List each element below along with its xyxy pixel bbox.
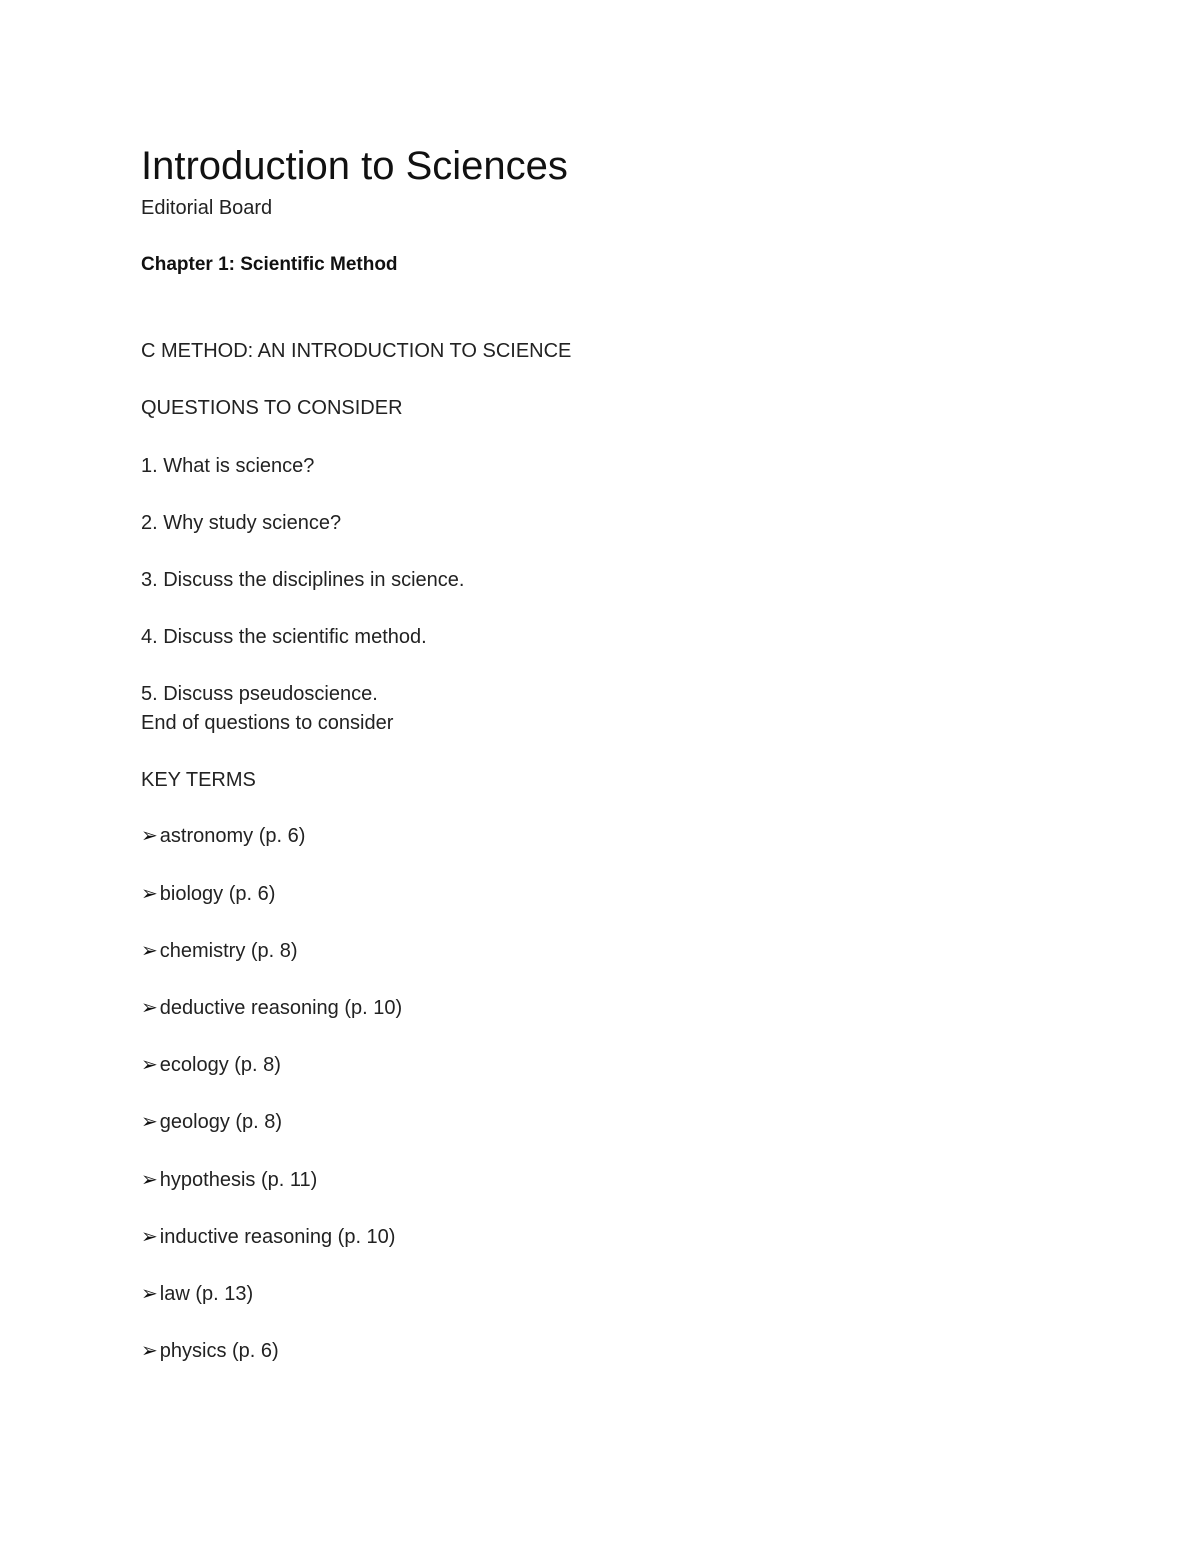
key-term-label: biology (p. 6) (159, 883, 276, 905)
question-item: 4. Discuss the scientific method. (141, 626, 427, 648)
key-term-item (141, 998, 402, 1018)
key-term-label: hypothesis (p. 11) (159, 1169, 318, 1191)
arrow-bullet-icon: ➢ (141, 997, 158, 1019)
question-item: 2. Why study science? (141, 512, 342, 534)
section-heading: C METHOD: AN INTRODUCTION TO SCIENCE (141, 340, 572, 362)
key-term-item (141, 1170, 317, 1190)
document-subtitle: Editorial Board (141, 197, 273, 219)
key-term-label: chemistry (p. 8) (159, 940, 298, 962)
key-term-item (141, 1284, 253, 1304)
key-term-label: inductive reasoning (p. 10) (159, 1226, 396, 1248)
arrow-bullet-icon: ➢ (141, 1226, 158, 1248)
key-term-label: deductive reasoning (p. 10) (159, 997, 403, 1019)
key-term-item (141, 1055, 281, 1075)
key-term-label: physics (p. 6) (159, 1340, 279, 1362)
arrow-bullet-icon: ➢ (141, 1283, 158, 1305)
arrow-bullet-icon: ➢ (141, 1169, 158, 1191)
chapter-heading: Chapter 1: Scientific Method (141, 254, 398, 275)
arrow-bullet-icon: ➢ (141, 825, 158, 847)
question-item: 3. Discuss the disciplines in science. (141, 569, 465, 591)
arrow-bullet-icon: ➢ (141, 940, 158, 962)
key-term-label: ecology (p. 8) (159, 1054, 281, 1076)
arrow-bullet-icon: ➢ (141, 1111, 158, 1133)
questions-heading: QUESTIONS TO CONSIDER (141, 397, 403, 419)
arrow-bullet-icon: ➢ (141, 883, 158, 905)
key-term-label: geology (p. 8) (159, 1111, 283, 1133)
key-term-label: law (p. 13) (159, 1283, 254, 1305)
question-item: 1. What is science? (141, 455, 315, 477)
arrow-bullet-icon: ➢ (141, 1054, 158, 1076)
key-term-item (141, 1341, 279, 1361)
key-terms-heading: KEY TERMS (141, 769, 256, 791)
key-term-item (141, 1112, 282, 1132)
question-item: 5. Discuss pseudoscience. (141, 683, 378, 705)
key-term-item (141, 826, 305, 846)
questions-end-note: End of questions to consider (141, 712, 394, 734)
arrow-bullet-icon: ➢ (141, 1340, 158, 1362)
key-term-item (141, 884, 275, 904)
document-title: Introduction to Sciences (141, 144, 568, 188)
key-term-item (141, 1227, 395, 1247)
key-term-item (141, 941, 298, 961)
key-term-label: astronomy (p. 6) (159, 825, 306, 847)
